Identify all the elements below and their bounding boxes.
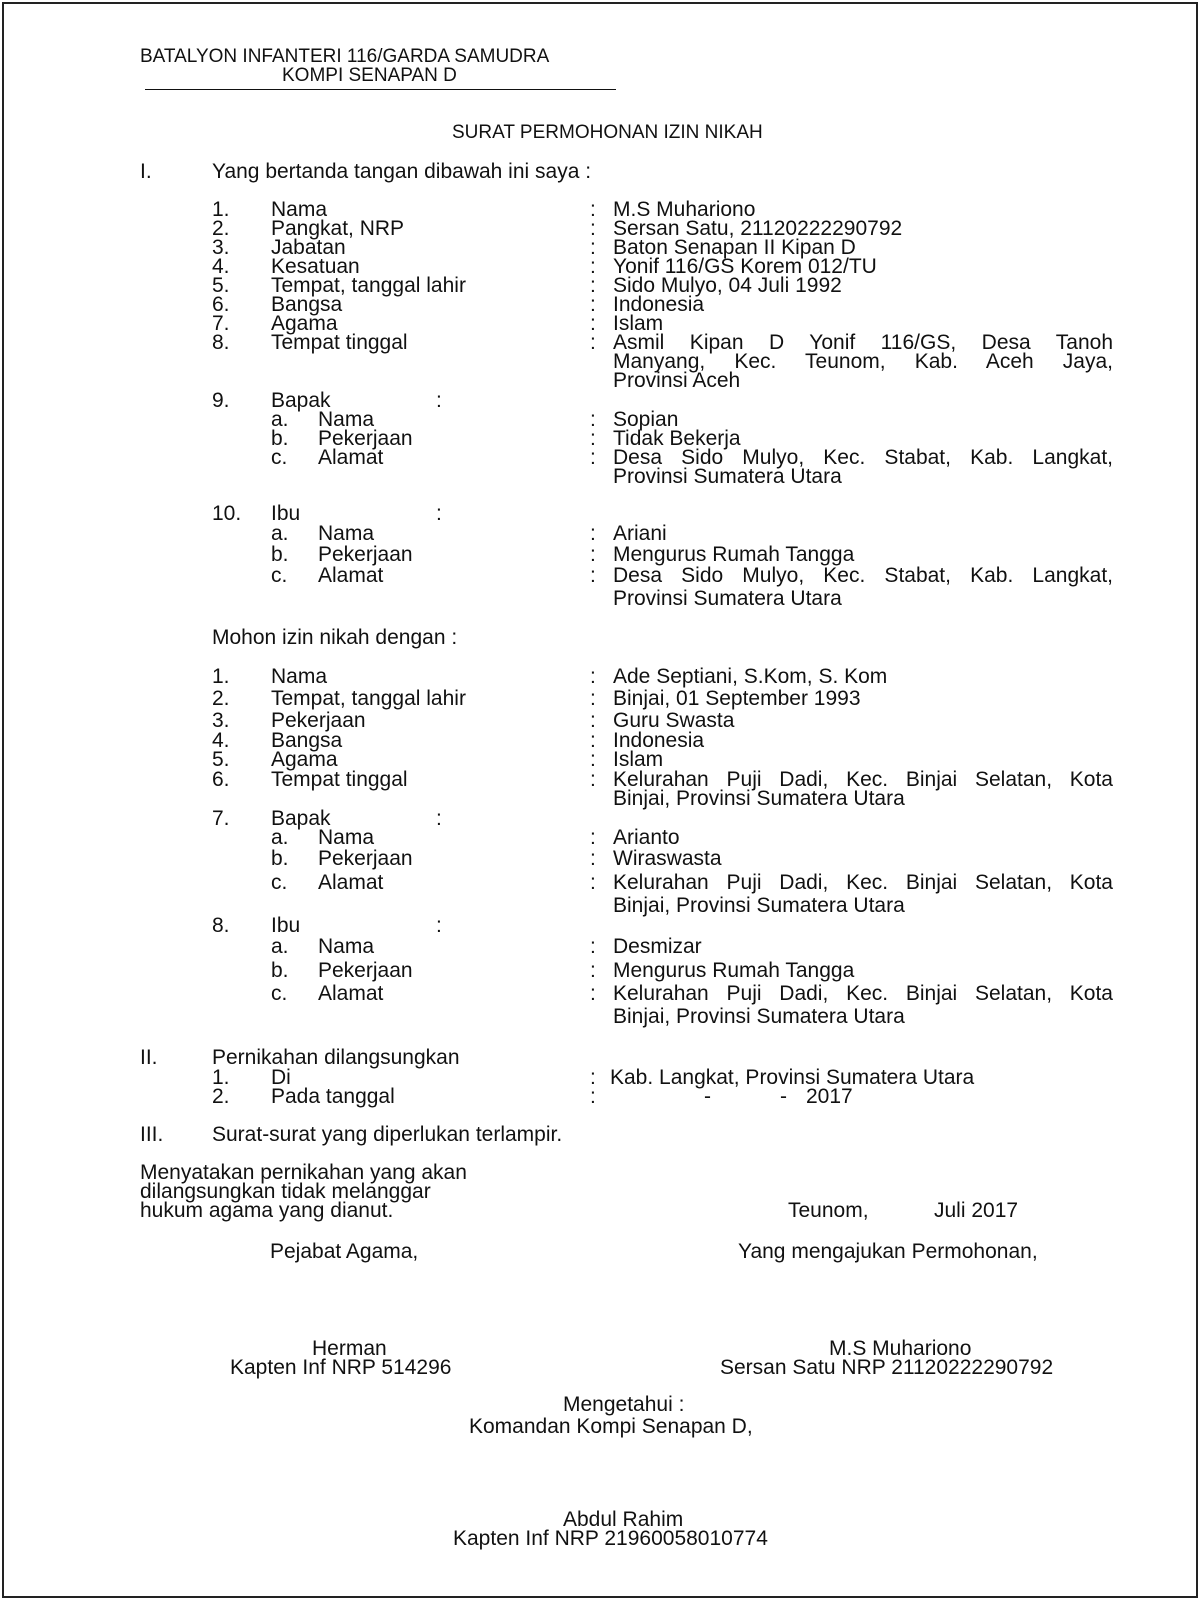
item-number: 6. <box>212 293 230 316</box>
item-number: 4. <box>212 729 230 752</box>
right-signer-role: Yang mengajukan Permohonan, <box>738 1240 1038 1263</box>
item-label: Di <box>271 1066 291 1089</box>
item-value: Sersan Satu, 21120222290792 <box>613 217 903 240</box>
item-colon: : <box>590 274 596 297</box>
item-colon: : <box>590 935 596 958</box>
item-colon: : <box>436 389 442 412</box>
item-colon: : <box>590 665 596 688</box>
sub-letter: a. <box>271 408 289 431</box>
item-colon: : <box>590 748 596 771</box>
item-colon: : <box>590 198 596 221</box>
item-colon: : <box>590 293 596 316</box>
item-value: Mengurus Rumah Tangga <box>613 543 855 566</box>
item-label: Bapak <box>271 389 331 412</box>
item-number: 9. <box>212 389 230 412</box>
sub-letter: b. <box>271 543 289 566</box>
item-number: 3. <box>212 709 230 732</box>
date-month-year: Juli 2017 <box>934 1199 1019 1222</box>
item-value: Yonif 116/GS Korem 012/TU <box>613 255 877 278</box>
item-colon: : <box>436 914 442 937</box>
sub-letter: a. <box>271 522 289 545</box>
right-signer-rank: Sersan Satu NRP 21120222290792 <box>720 1356 1054 1379</box>
sub-letter: b. <box>271 427 289 450</box>
item-number: 8. <box>212 914 230 937</box>
header-company: KOMPI SENAPAN D <box>282 65 457 86</box>
item-number: 1. <box>212 198 230 221</box>
item-value: Asmil Kipan D Yonif 116/GS, Desa Tanoh <box>613 331 1113 354</box>
item-colon: : <box>590 312 596 335</box>
item-value: Baton Senapan II Kipan D <box>613 236 856 259</box>
left-signer-rank: Kapten Inf NRP 514296 <box>230 1356 452 1379</box>
item-label: Tempat, tanggal lahir <box>271 687 466 710</box>
item-label: Tempat tinggal <box>271 768 408 791</box>
left-signer-role: Pejabat Agama, <box>270 1240 419 1263</box>
item-value: Desa Sido Mulyo, Kec. Stabat, Kab. Langkat, <box>613 564 1113 587</box>
item-value: Binjai, Provinsi Sumatera Utara <box>613 894 905 917</box>
item-number: 2. <box>212 687 230 710</box>
item-value: Tidak Bekerja <box>613 427 741 450</box>
statement-line: dilangsungkan tidak melanggar <box>140 1180 431 1203</box>
item-value: Islam <box>613 312 664 335</box>
item-label: Tempat, tanggal lahir <box>271 274 466 297</box>
item-colon: : <box>590 408 596 431</box>
item-label: Agama <box>271 748 338 771</box>
item-colon: : <box>436 807 442 830</box>
item-label: Pada tanggal <box>271 1085 395 1108</box>
item-label: Nama <box>271 198 328 221</box>
section-3-text: Surat-surat yang diperlukan terlampir. <box>212 1123 563 1146</box>
commander-role: Komandan Kompi Senapan D, <box>469 1415 753 1438</box>
item-colon: : <box>590 236 596 259</box>
item-colon: : <box>590 427 596 450</box>
item-number: 7. <box>212 807 230 830</box>
item-label: Pekerjaan <box>271 709 366 732</box>
item-value: Sopian <box>613 408 679 431</box>
sub-label: Nama <box>318 935 375 958</box>
sub-label: Nama <box>318 408 375 431</box>
item-colon: : <box>436 502 442 525</box>
acknowledged-label: Mengetahui : <box>563 1393 685 1416</box>
item-colon: : <box>590 522 596 545</box>
item-label: Ibu <box>271 914 301 937</box>
sub-label: Alamat <box>318 982 384 1005</box>
date-dash: - <box>780 1085 787 1108</box>
item-colon: : <box>590 826 596 849</box>
right-signer-name: M.S Muhariono <box>829 1337 972 1360</box>
item-label: Pangkat, NRP <box>271 217 405 240</box>
item-colon: : <box>590 729 596 752</box>
date-city: Teunom, <box>788 1199 869 1222</box>
item-label: Bangsa <box>271 729 343 752</box>
item-colon: : <box>590 446 596 469</box>
sub-letter: c. <box>271 982 288 1005</box>
section-3-number: III. <box>140 1123 164 1146</box>
commander-name: Abdul Rahim <box>563 1508 684 1531</box>
item-number: 2. <box>212 1085 230 1108</box>
left-signer-name: Herman <box>312 1337 387 1360</box>
item-colon: : <box>590 331 596 354</box>
wedding-place: Kab. Langkat, Provinsi Sumatera Utara <box>610 1066 975 1089</box>
item-number: 7. <box>212 312 230 335</box>
statement-line: Menyatakan pernikahan yang akan <box>140 1161 467 1184</box>
item-label: Nama <box>271 665 328 688</box>
item-value: Provinsi Sumatera Utara <box>613 465 842 488</box>
item-colon: : <box>590 543 596 566</box>
item-number: 5. <box>212 748 230 771</box>
item-label: Tempat tinggal <box>271 331 408 354</box>
item-colon: : <box>590 847 596 870</box>
item-value: Indonesia <box>613 729 705 752</box>
sub-label: Pekerjaan <box>318 543 413 566</box>
section-1-intro: Yang bertanda tangan dibawah ini saya : <box>212 160 592 183</box>
header-underline <box>145 89 616 90</box>
item-value: Kelurahan Puji Dadi, Kec. Binjai Selatan, Kota <box>613 871 1113 894</box>
item-colon: : <box>590 217 596 240</box>
item-colon: : <box>590 687 596 710</box>
item-label: Jabatan <box>271 236 346 259</box>
item-value: Indonesia <box>613 293 705 316</box>
item-colon: : <box>590 1066 596 1089</box>
item-colon: : <box>590 255 596 278</box>
item-value: Binjai, Provinsi Sumatera Utara <box>613 1005 905 1028</box>
item-number: 5. <box>212 274 230 297</box>
item-label: Kesatuan <box>271 255 360 278</box>
date-dash: - <box>704 1085 711 1108</box>
sub-letter: a. <box>271 935 289 958</box>
item-value: Arianto <box>613 826 680 849</box>
commander-rank: Kapten Inf NRP 21960058010774 <box>453 1527 768 1550</box>
item-value: Desmizar <box>613 935 702 958</box>
item-label: Bapak <box>271 807 331 830</box>
sub-letter: a. <box>271 826 289 849</box>
sub-label: Alamat <box>318 871 384 894</box>
item-number: 4. <box>212 255 230 278</box>
sub-label: Nama <box>318 826 375 849</box>
item-value: Ade Septiani, S.Kom, S. Kom <box>613 665 888 688</box>
sub-label: Alamat <box>318 564 384 587</box>
item-label: Agama <box>271 312 338 335</box>
item-number: 1. <box>212 1066 230 1089</box>
sub-label: Pekerjaan <box>318 959 413 982</box>
sub-label: Pekerjaan <box>318 427 413 450</box>
item-value: Mengurus Rumah Tangga <box>613 959 855 982</box>
sub-letter: b. <box>271 847 289 870</box>
item-value: Sido Mulyo, 04 Juli 1992 <box>613 274 842 297</box>
item-label: Ibu <box>271 502 301 525</box>
item-value: Wiraswasta <box>613 847 722 870</box>
item-value: Binjai, 01 September 1993 <box>613 687 861 710</box>
item-value: Guru Swasta <box>613 709 735 732</box>
statement-line: hukum agama yang dianut. <box>140 1199 394 1222</box>
item-colon: : <box>590 768 596 791</box>
item-value: Desa Sido Mulyo, Kec. Stabat, Kab. Langkat, <box>613 446 1113 469</box>
sub-letter: c. <box>271 564 288 587</box>
wedding-year: 2017 <box>806 1085 853 1108</box>
section-1-number: I. <box>140 160 152 183</box>
sub-letter: c. <box>271 871 288 894</box>
section-2-title: Pernikahan dilangsungkan <box>212 1046 460 1069</box>
document-title: SURAT PERMOHONAN IZIN NIKAH <box>452 122 763 143</box>
sub-label: Alamat <box>318 446 384 469</box>
item-number: 10. <box>212 502 242 525</box>
section-2-number: II. <box>140 1046 158 1069</box>
item-value: Kelurahan Puji Dadi, Kec. Binjai Selatan, Kota <box>613 768 1113 791</box>
item-value: Provinsi Sumatera Utara <box>613 587 842 610</box>
item-number: 1. <box>212 665 230 688</box>
sub-label: Pekerjaan <box>318 847 413 870</box>
item-colon: : <box>590 564 596 587</box>
item-number: 8. <box>212 331 230 354</box>
header-unit: BATALYON INFANTERI 116/GARDA SAMUDRA <box>140 46 550 67</box>
item-value: Provinsi Aceh <box>613 369 741 392</box>
item-number: 6. <box>212 768 230 791</box>
item-colon: : <box>590 709 596 732</box>
item-value: M.S Muhariono <box>613 198 756 221</box>
item-value: Ariani <box>613 522 667 545</box>
sub-letter: c. <box>271 446 288 469</box>
item-colon: : <box>590 871 596 894</box>
item-colon: : <box>590 1085 596 1108</box>
item-value: Manyang, Kec. Teunom, Kab. Aceh Jaya, <box>613 350 1113 373</box>
item-label: Bangsa <box>271 293 343 316</box>
item-colon: : <box>590 982 596 1005</box>
bride-intro: Mohon izin nikah dengan : <box>212 626 458 649</box>
item-value: Kelurahan Puji Dadi, Kec. Binjai Selatan, Kota <box>613 982 1113 1005</box>
item-value: Binjai, Provinsi Sumatera Utara <box>613 787 905 810</box>
sub-label: Nama <box>318 522 375 545</box>
item-colon: : <box>590 959 596 982</box>
item-number: 2. <box>212 217 230 240</box>
item-number: 3. <box>212 236 230 259</box>
item-value: Islam <box>613 748 664 771</box>
sub-letter: b. <box>271 959 289 982</box>
